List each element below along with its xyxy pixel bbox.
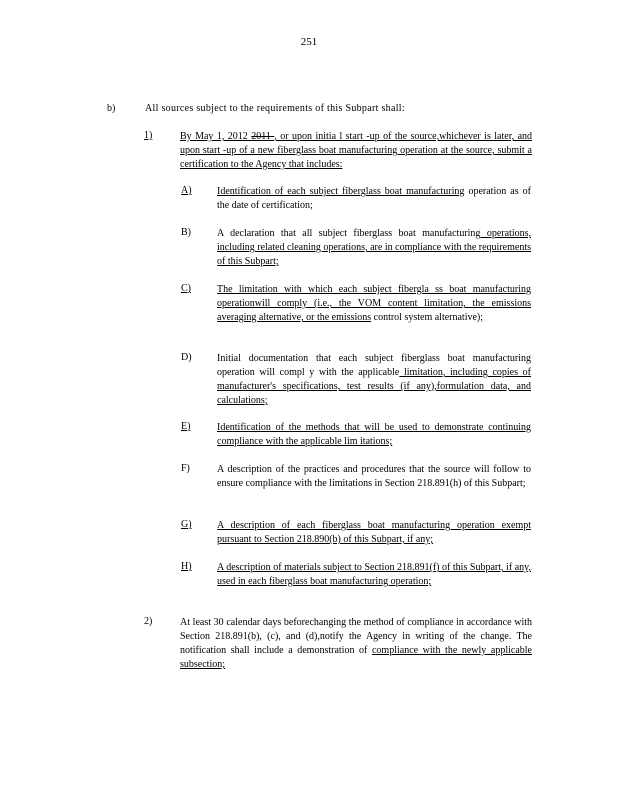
- item-2-text: [180, 616, 532, 672]
- sub-item-text: [217, 352, 531, 408]
- item-1-text-post: , or upon initia l start -up of the source,whichever is later, and upon start -up of a new fiberglass boat manufacturing operation at the source, submit a certification to the Agency that includes:: [180, 131, 533, 170]
- sub-item-underlined-text: The limitation with which each subject fibergla ss boat manufacturing operationwill comply (i.e., the VOM content limitation, the emissions averaging alternative, or the emissions: [217, 284, 531, 323]
- sub-item-underlined-text: Identification of each subject fiberglass boat manufacturing: [217, 186, 465, 197]
- sub-item-text: A description of each fiberglass boat manufacturing operation exempt pursuant to Section 218.890(b) of this Subpart, if any;: [217, 520, 531, 545]
- item-2-marker: 2): [144, 616, 153, 627]
- section-b-marker: b): [107, 103, 116, 114]
- sub-item-marker: E): [181, 421, 191, 432]
- sub-item-marker: B): [181, 227, 191, 238]
- sub-item-marker: H): [181, 561, 192, 572]
- item-2-plain-text: At least 30 calendar days beforechanging the method of compliance in accordance with Section 218.891(b), (c), and (d),notify the Agency in writing of the change. The notification shall include a demonstration of: [180, 617, 532, 656]
- sub-item-underlined-text: operations, including related cleaning operations, are in compliance with the requirements of this Subpart;: [217, 228, 531, 267]
- sub-item-text: Identification of the methods that will be used to demonstrate continuing compliance with the applicable lim itations;: [217, 422, 531, 447]
- sub-item-plain-text: operation as of the date of certification;: [217, 186, 531, 211]
- item-1-struck-text: 2011: [251, 131, 275, 142]
- sub-item-marker: D): [181, 352, 192, 363]
- sub-item-marker: C): [181, 283, 191, 294]
- page-number: 251: [300, 36, 318, 48]
- sub-item-text: [217, 283, 531, 325]
- sub-item-marker: F): [181, 463, 190, 474]
- sub-item-plain-text: control system alternative);: [371, 312, 484, 323]
- item-1-text: [180, 130, 532, 172]
- sub-item-text: [217, 227, 531, 269]
- item-2-underlined-text: compliance with the newly applicable subsection;: [180, 645, 532, 670]
- section-b-text: All sources subject to the requirements of this Subpart shall:: [145, 103, 405, 114]
- sub-item-plain-text: Initial documentation that each subject fiberglass boat manufacturing operation will compl y with the applicable: [217, 353, 531, 378]
- sub-item-underlined-text: limitation, including copies of manufacturer's specifications, test results (if any),formulation data, and calculations;: [217, 367, 531, 406]
- sub-item-text: A description of the practices and procedures that the source will follow to ensure compliance with the limitations in Section 218.891(h) of this Subpart;: [217, 464, 531, 489]
- sub-item-plain-text: A declaration that all subject fiberglass boat manufacturing: [217, 228, 481, 239]
- sub-item-marker: A): [181, 185, 192, 196]
- item-1-marker: 1): [144, 130, 153, 141]
- sub-item-marker: G): [181, 519, 192, 530]
- sub-item-text: [217, 185, 531, 213]
- item-1-text-pre: By May 1, 2012: [180, 131, 252, 142]
- sub-item-text: A description of materials subject to Section 218.891(f) of this Subpart, if any, used in each fiberglass boat manufacturing operation;: [217, 562, 531, 587]
